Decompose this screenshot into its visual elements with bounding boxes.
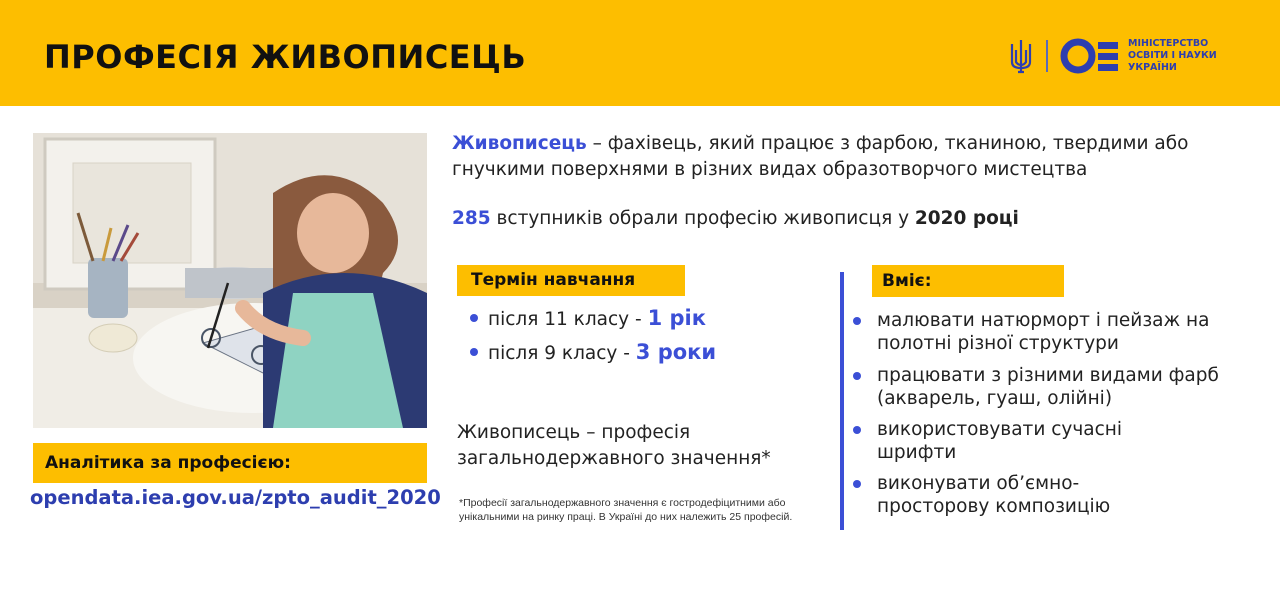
- oe-logo-icon: [1060, 36, 1120, 76]
- skill-item: виконувати об’ємно-просторову композицію: [853, 472, 1113, 518]
- definition-keyword: Живописець: [452, 133, 587, 154]
- ministry-name: МІНІСТЕРСТВО ОСВІТИ І НАУКИ УКРАЇНИ: [1128, 38, 1217, 73]
- enrollment-year: 2020 році: [914, 208, 1019, 229]
- enrollment-text: вступників обрали професію живописця у: [490, 208, 915, 229]
- study-term-banner: [457, 265, 685, 296]
- footnote: *Професії загальнодержавного значення є гостродефіцитними або унікальними на ринку праці. В Україні до них належить 25 професій.: [459, 497, 793, 523]
- definition-body: – фахівець, який працює з фарбою, тканиною, твердими або гнучкими поверхнями в різних видах образотворчого мистецтва: [452, 133, 1189, 180]
- ministry-logo: [1008, 36, 1238, 76]
- skill-item: малювати натюрморт і пейзаж на полотні різної структури: [853, 309, 1233, 355]
- definition-text: [452, 131, 1242, 183]
- vertical-divider: [840, 272, 844, 530]
- bullet-icon: [853, 317, 861, 325]
- bullet-icon: [853, 372, 861, 380]
- page-title: ПРОФЕСІЯ ЖИВОПИСЕЦЬ: [44, 38, 527, 76]
- analytics-banner: [33, 443, 427, 483]
- analytics-link[interactable]: opendata.iea.gov.ua/zpto_audit_2020: [30, 486, 441, 509]
- bullet-icon: [853, 426, 861, 434]
- national-significance: Живописець – професія загальнодержавного значення*: [457, 422, 771, 469]
- trident-icon: [1008, 38, 1034, 74]
- skill-item: працювати з різними видами фарб (акварель, гуаш, олійні): [853, 364, 1233, 410]
- bullet-icon: [470, 314, 478, 322]
- study-term-label: Термін навчання: [471, 270, 636, 290]
- skills-label: Вміє:: [882, 271, 932, 291]
- term-item: після 9 класу - 3 роки: [470, 340, 716, 364]
- painter-photo: [33, 133, 427, 428]
- skills-banner: [872, 265, 1064, 297]
- enrollment-number: 285: [452, 208, 491, 229]
- analytics-label: Аналітика за професією:: [45, 453, 291, 473]
- bullet-icon: [853, 480, 861, 488]
- enrollment-stat: [452, 208, 1019, 229]
- logo-divider: [1046, 40, 1048, 72]
- skill-item: використовувати сучасні шрифти: [853, 418, 1153, 464]
- bullet-icon: [470, 348, 478, 356]
- term-item: після 11 класу - 1 рік: [470, 306, 706, 330]
- header-banner: [0, 0, 1280, 106]
